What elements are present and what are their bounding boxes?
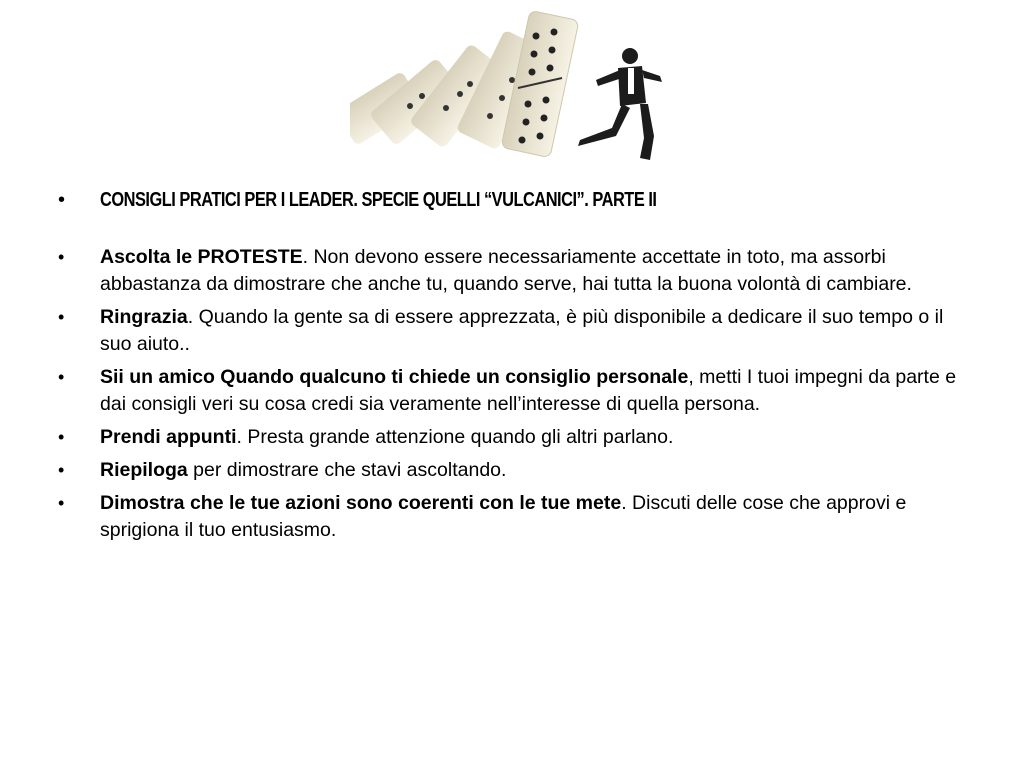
item-text xyxy=(100,244,958,298)
item-rest: . Presta grande attenzione quando gli altri parlano. xyxy=(236,426,674,448)
item-bullet: • xyxy=(58,427,65,447)
item-bold: Riepiloga xyxy=(100,459,188,481)
item-bullet: • xyxy=(58,247,65,267)
item-bold: Dimostra che le tue azioni sono coerenti con le tue mete xyxy=(100,492,622,514)
list-item xyxy=(58,304,958,358)
item-rest: . Non devono essere necessariamente accettate in toto, ma assorbi abbastanza da dimostrare che anche tu, quando serve, hai tutta la buona volontà di cambiare. xyxy=(100,246,912,295)
item-bold: Ascolta le PROTESTE xyxy=(100,246,303,268)
item-bold: Prendi appunti xyxy=(100,426,237,448)
item-rest: per dimostrare che stavi ascoltando. xyxy=(187,459,507,481)
list-item xyxy=(58,244,958,298)
list-item xyxy=(58,424,958,451)
item-bullet: • xyxy=(58,493,65,513)
slide-title-row xyxy=(58,186,958,214)
list-item xyxy=(58,457,958,484)
item-bullet: • xyxy=(58,460,65,480)
item-bold: Ringrazia xyxy=(100,306,188,328)
item-rest: , metti I tuoi impegni da parte e dai consigli veri su cosa credi sia veramente nell’interesse di quella persona. xyxy=(100,366,957,415)
item-text xyxy=(100,457,958,484)
domino-illustration xyxy=(350,8,670,168)
tips-list xyxy=(58,244,958,550)
item-rest: . Quando la gente sa di essere apprezzata, è più disponibile a dedicare il suo tempo o il suo aiuto.. xyxy=(100,306,944,355)
title-bullet: • xyxy=(58,189,66,211)
item-rest: . Discuti delle cose che approvi e sprigiona il tuo entusiasmo. xyxy=(100,492,907,541)
running-man xyxy=(578,48,662,160)
item-text xyxy=(100,424,958,451)
item-bullet: • xyxy=(58,307,65,327)
item-text xyxy=(100,490,958,544)
list-item xyxy=(58,364,958,418)
item-text xyxy=(100,304,958,358)
list-item xyxy=(58,490,958,544)
slide-title: CONSIGLI PRATICI PER I LEADER. SPECIE QUELLI “VULCANICI”. PARTE II xyxy=(100,189,657,211)
item-bullet: • xyxy=(58,367,65,387)
item-bold: Sii un amico Quando qualcuno ti chiede un consiglio personale xyxy=(100,366,689,388)
item-text xyxy=(100,364,958,418)
